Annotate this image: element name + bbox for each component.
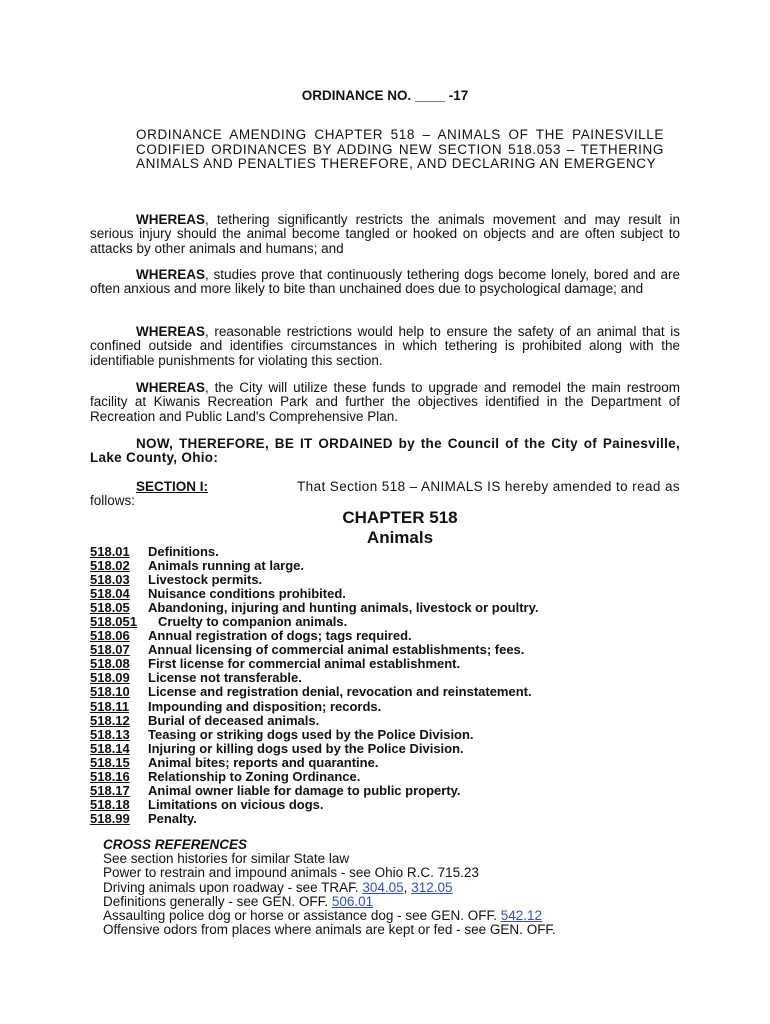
toc-section-title: Teasing or striking dogs used by the Police Division. [148,726,474,742]
toc-section-number[interactable]: 518.14 [90,740,130,756]
toc-row [90,742,690,756]
chapter-heading-block [90,508,710,548]
section-one [90,480,680,509]
toc-row [90,756,690,770]
xref-text: Definitions generally - see GEN. OFF. [103,893,332,909]
section-text: That Section 518 – ANIMALS IS hereby amended to read as [297,479,680,494]
toc-section-number[interactable]: 518.10 [90,684,130,700]
toc-section-title: Livestock permits. [148,572,263,588]
whereas-paragraph-4 [90,381,680,424]
toc-section-title: Relationship to Zoning Ordinance. [148,768,361,784]
toc-section-number[interactable]: 518.09 [90,670,130,686]
whereas-text-4: , the City will utilize these funds to upgrade and remodel the main restroom facility at Kiwanis Recreation Park and further the objectives identified in the Department of Recreation and Public Land's Comprehensive Plan. [90,380,680,424]
toc-row [90,685,690,699]
toc-row [90,643,690,657]
xref-line: Offensive odors from places where animals are kept or fed - see GEN. OFF. [103,922,556,938]
xref-text: Driving animals upon roadway - see TRAF. [103,879,363,895]
whereas-label: WHEREAS [136,324,206,339]
toc-section-number[interactable]: 518.02 [90,558,130,574]
xref-line: Power to restrain and impound animals - see Ohio R.C. 715.23 [103,865,479,881]
whereas-text-2: , studies prove that continuously tethering dogs become lonely, bored and are often anxious and more likely to bite than unchained does due to psychological damage; and [90,267,680,297]
toc-row [90,545,690,559]
xref-link-312-05[interactable]: 312.05 [411,879,453,895]
toc-section-number[interactable]: 518.05 [90,600,130,616]
table-of-contents [90,545,690,826]
toc-section-title: Animals running at large. [148,558,305,574]
toc-row [90,700,690,714]
now-therefore-paragraph [90,437,680,466]
toc-section-title: Penalty. [148,810,197,826]
cross-references-heading: CROSS REFERENCES [103,837,248,852]
whereas-paragraph-2 [90,268,680,297]
toc-row [90,601,690,615]
xref-line: See section histories for similar State law [103,851,350,867]
xref-text: Assaulting police dog or horse or assistance dog - see GEN. OFF. [103,908,501,924]
whereas-text-1: , tethering significantly restricts the animals movement and may result in serious injury should the animal become tangled or hooked on objects and are often subject to attacks by other animals and humans; and [90,212,680,256]
now-therefore-text: NOW, THEREFORE, BE IT ORDAINED by the Council of the City of Painesville, Lake County, Ohio: [90,436,680,466]
toc-row [90,629,690,643]
toc-section-title: Annual registration of dogs; tags required. [148,628,412,644]
section-text-continued: follows: [90,493,136,509]
toc-section-title: Cruelty to companion animals. [158,614,348,630]
toc-section-number[interactable]: 518.07 [90,642,130,658]
toc-section-title: Definitions. [148,544,219,559]
ordinance-number: ORDINANCE NO. ____ -17 [301,88,469,103]
xref-line [103,895,703,909]
toc-section-title: Abandoning, injuring and hunting animals, livestock or poultry. [148,600,539,616]
toc-row [90,657,690,671]
whereas-label: WHEREAS [136,267,206,282]
toc-section-number[interactable]: 518.051 [90,614,137,630]
whereas-text-3: , reasonable restrictions would help to ensure the safety of an animal that is confined outside and identifies circumstances in which tethering is prohibited along with the identifiable punishments for violating this section. [90,324,680,368]
toc-section-number[interactable]: 518.03 [90,572,130,588]
ordinance-title: ORDINANCE AMENDING CHAPTER 518 – ANIMALS OF THE PAINESVILLE CODIFIED ORDINANCES BY ADDING NEW SECTION 518.053 – TETHERING ANIMALS AND PENALTIES THEREFORE, AND DECLARING AN EMERGENCY [136,127,664,171]
toc-row [90,770,690,784]
xref-line [103,881,703,895]
toc-section-title: License not transferable. [148,670,302,686]
whereas-paragraph-1 [90,213,680,256]
toc-section-title: First license for commercial animal establishment. [148,656,461,672]
xref-separator: , [403,879,412,895]
chapter-heading: CHAPTER 518 [342,508,458,527]
toc-row [90,728,690,742]
toc-section-number[interactable]: 518.01 [90,544,130,559]
xref-link-506-01[interactable]: 506.01 [331,893,374,909]
toc-section-number[interactable]: 518.16 [90,768,130,784]
toc-section-title: Limitations on vicious dogs. [148,796,324,812]
whereas-paragraph-3 [90,325,680,368]
toc-row [90,573,690,587]
toc-row [90,812,690,826]
toc-section-number[interactable]: 518.13 [90,726,130,742]
toc-section-number[interactable]: 518.06 [90,628,130,644]
toc-section-number[interactable]: 518.17 [90,782,130,798]
chapter-subheading: Animals [366,528,434,547]
toc-section-title: Animal owner liable for damage to public property. [148,782,461,798]
toc-section-title: Animal bites; reports and quarantine. [148,754,379,770]
toc-row [90,714,690,728]
toc-section-number[interactable]: 518.12 [90,712,130,728]
toc-row [90,615,690,629]
toc-row [90,587,690,601]
toc-section-title: Impounding and disposition; records. [148,698,382,714]
toc-section-title: Annual licensing of commercial animal establishments; fees. [148,642,525,658]
toc-section-title: Nuisance conditions prohibited. [148,586,346,602]
toc-row [90,671,690,685]
section-label: SECTION I: [136,479,209,494]
xref-link-304-05[interactable]: 304.05 [362,879,404,895]
toc-section-number[interactable]: 518.15 [90,754,130,770]
toc-section-number[interactable]: 518.08 [90,656,130,672]
toc-section-number[interactable]: 518.99 [90,810,130,826]
xref-link-542-12[interactable]: 542.12 [500,908,542,924]
whereas-label: WHEREAS [136,380,206,395]
toc-section-title: Injuring or killing dogs used by the Police Division. [148,740,464,756]
toc-section-number[interactable]: 518.04 [90,586,130,602]
toc-row [90,798,690,812]
toc-section-number[interactable]: 518.18 [90,796,130,812]
xref-line [103,909,703,923]
toc-section-number[interactable]: 518.11 [90,698,130,714]
cross-references [103,838,703,937]
toc-section-title: License and registration denial, revocation and reinstatement. [148,684,532,700]
toc-row [90,559,690,573]
toc-section-title: Burial of deceased animals. [148,712,320,728]
toc-row [90,784,690,798]
whereas-label: WHEREAS [136,212,206,227]
